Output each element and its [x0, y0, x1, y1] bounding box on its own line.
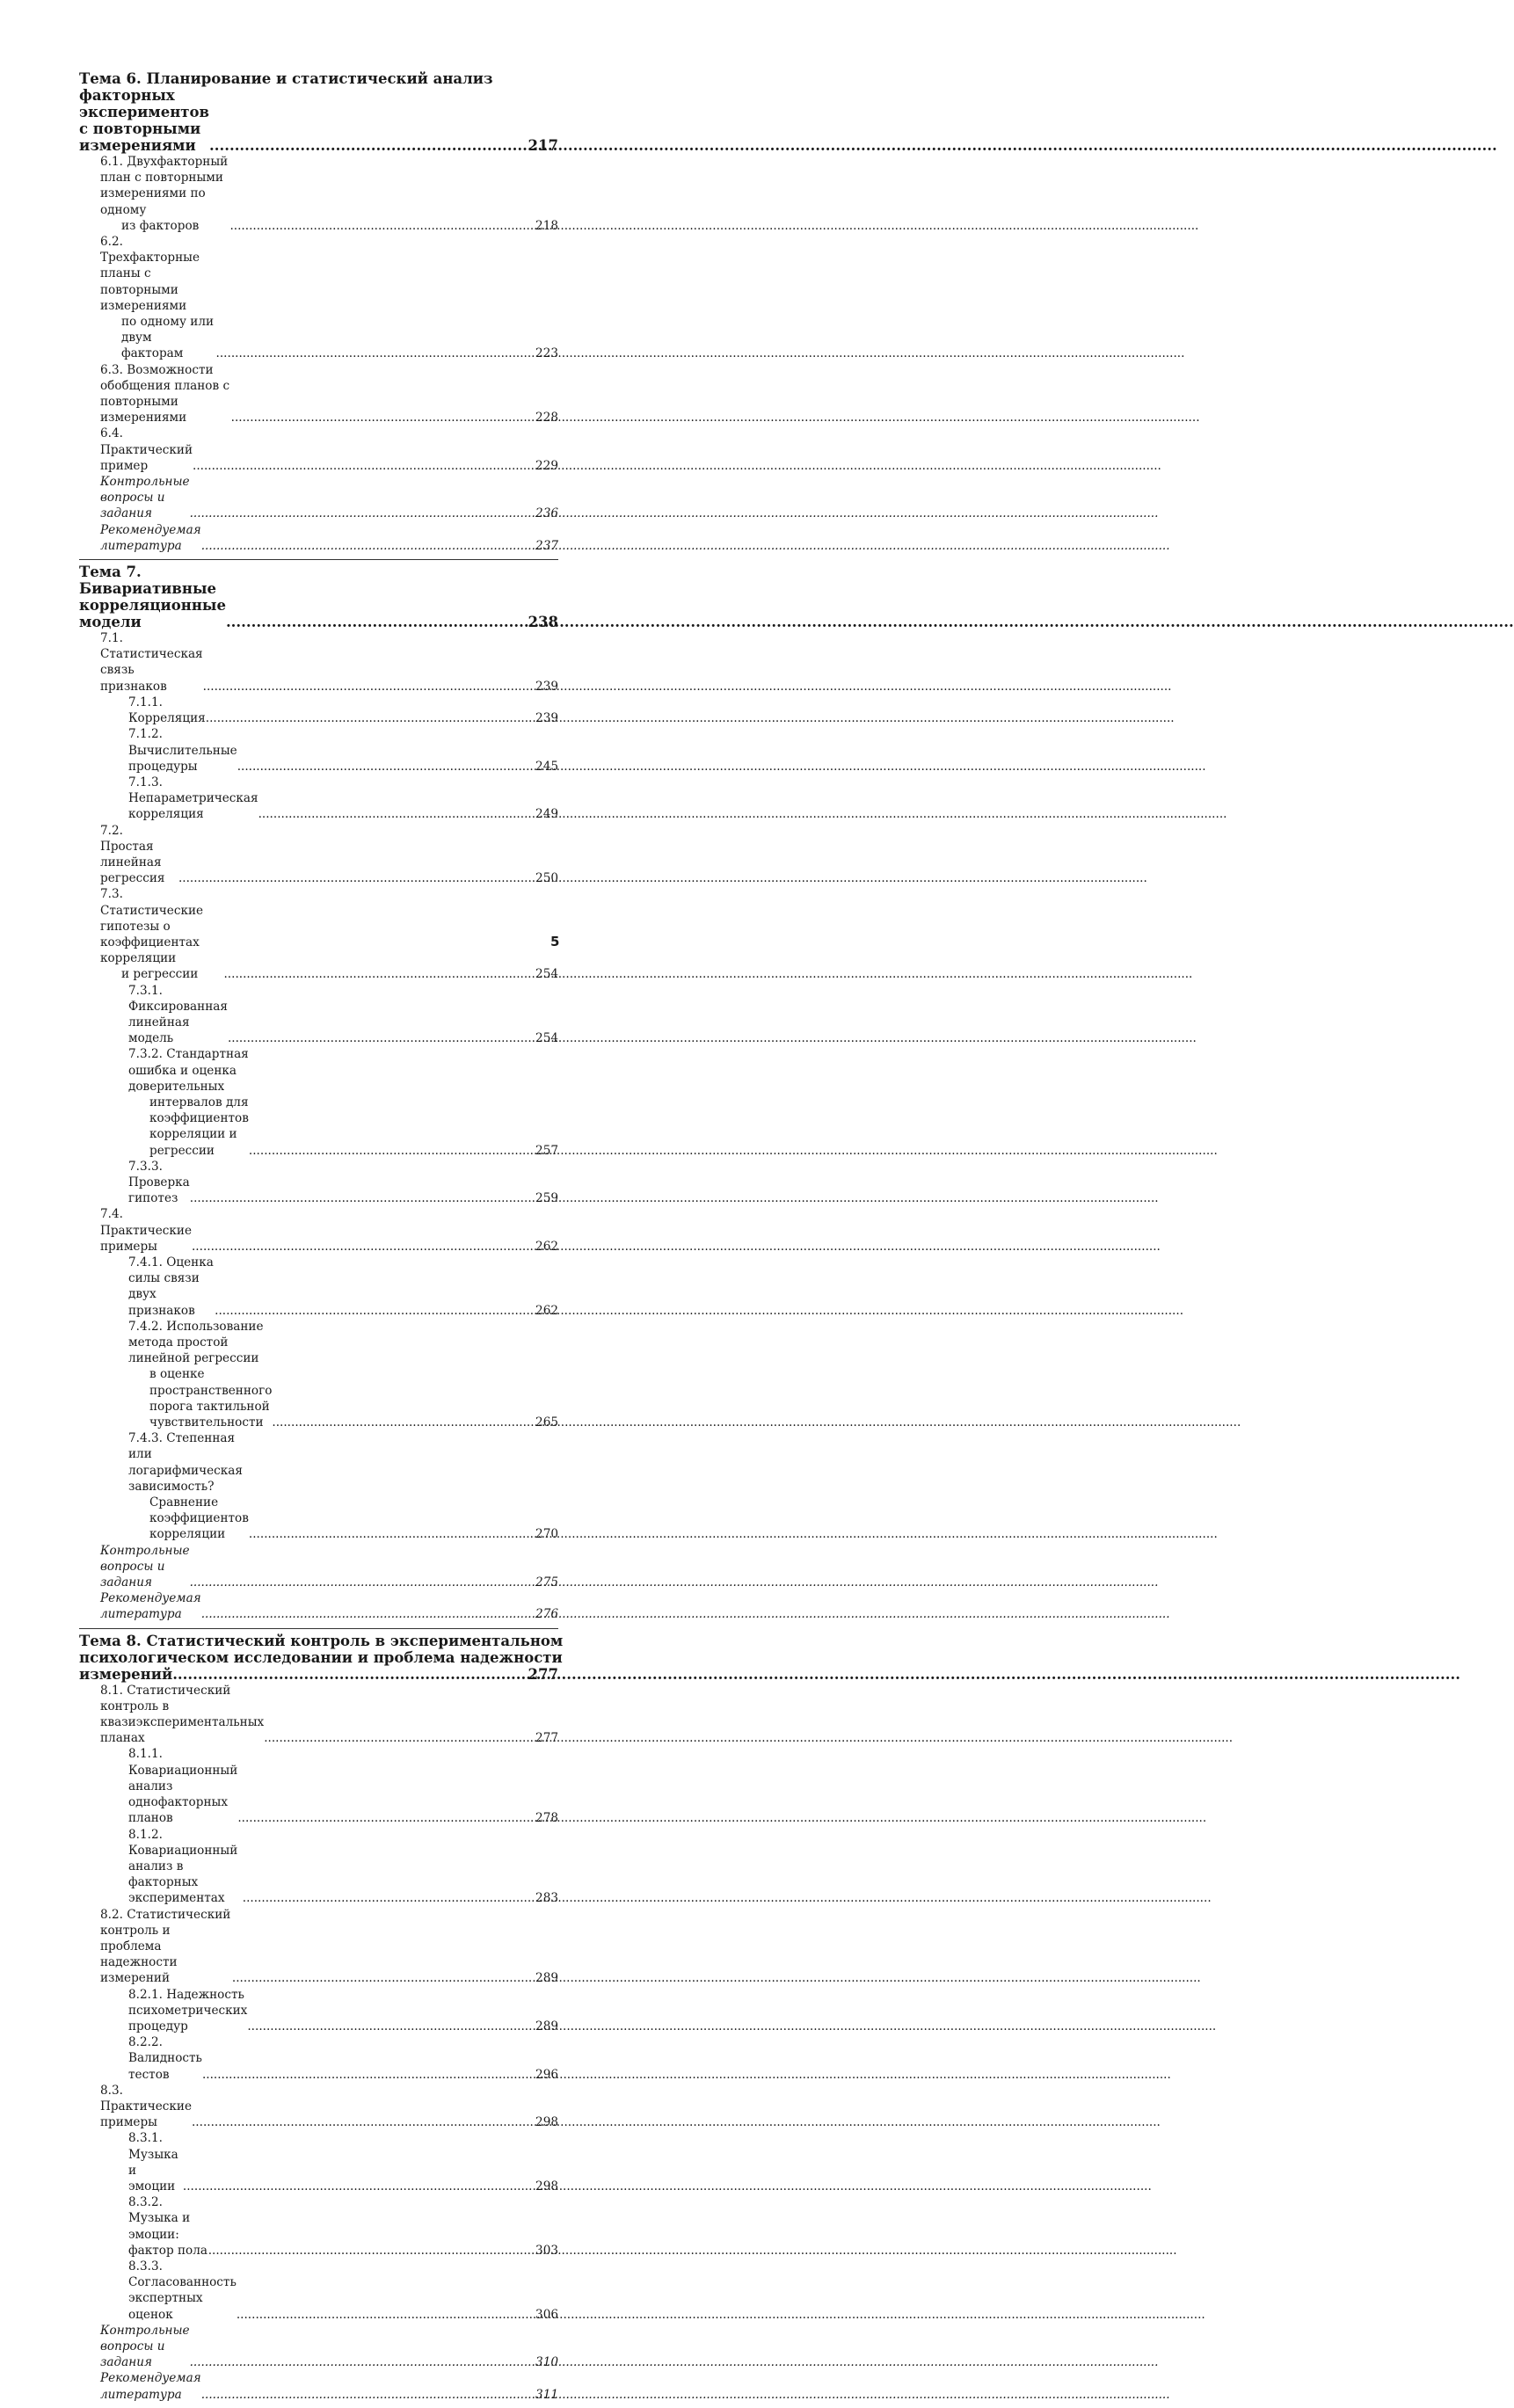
- toc-entry-row: [128, 1430, 558, 1542]
- entry-title-line: 7.4.1. Оценка силы связи двух признаков: [128, 1255, 214, 1318]
- entry-title: [100, 522, 201, 554]
- entry-title: [100, 823, 178, 887]
- entry-title: [128, 2194, 208, 2259]
- page-reference: 239: [535, 711, 558, 726]
- toc-entry: [79, 2083, 558, 2131]
- dot-leader: [178, 870, 534, 886]
- toc-entry: [79, 1987, 558, 2035]
- dot-leader: [201, 538, 534, 554]
- dot-leader: [247, 2019, 534, 2034]
- entry-title-line: 6.3. Возможности обобщения планов с повторными измерениями: [100, 362, 230, 426]
- dot-leader: [215, 1303, 534, 1319]
- toc-entry-row: [100, 1206, 558, 1255]
- toc-entry-row: [100, 2370, 558, 2402]
- toc-entry: [79, 522, 558, 554]
- page-reference: 310: [535, 2355, 558, 2370]
- entry-title-line: 8.3.2. Музыка и эмоции: фактор пола: [128, 2195, 207, 2258]
- entry-title: [128, 2259, 237, 2323]
- page-reference: 239: [535, 679, 558, 694]
- dot-leader: [232, 1970, 534, 1986]
- entry-title-line: Рекомендуемая литература: [100, 1591, 201, 1622]
- dot-leader: [264, 1730, 534, 1746]
- entry-title-line: 8.3. Практические примеры: [100, 2083, 192, 2130]
- topic-title-line: психологическом исследовании и проблема надежности: [79, 1648, 563, 1666]
- toc-entry-row: [128, 1319, 558, 1430]
- topic-title-last-line: [79, 1666, 172, 1683]
- page-reference: 236: [535, 506, 558, 521]
- page-reference: 245: [535, 759, 558, 774]
- dot-leader: [201, 2387, 534, 2403]
- entry-title: [100, 2370, 201, 2402]
- entry-title-line: 7.3.3. Проверка гипотез: [128, 1159, 190, 1206]
- toc-entry-row: [128, 726, 558, 775]
- topic-title-last-line: [79, 564, 226, 630]
- entry-title-line: из факторов: [121, 218, 200, 233]
- topic-title-line: Тема 6. Планирование и статистический анализ: [79, 70, 493, 87]
- entry-title: [128, 983, 228, 1047]
- page-reference: 298: [535, 2179, 558, 2193]
- toc-entry: [79, 234, 558, 362]
- toc-entry-row: [128, 1987, 558, 2035]
- toc-entry: [79, 474, 558, 522]
- page-reference: 265: [535, 1415, 558, 1430]
- entry-title-line: Контрольные вопросы и задания: [100, 475, 190, 521]
- toc-entry-row: [128, 983, 558, 1047]
- entry-title-line: 7.4. Практические примеры: [100, 1207, 192, 1254]
- entry-title: [128, 2034, 202, 2083]
- page-reference: 217: [528, 137, 558, 154]
- toc-entry: [79, 983, 558, 1047]
- toc-entry-row: [100, 886, 558, 982]
- entry-title: [100, 630, 203, 695]
- toc-entry-row: [128, 775, 558, 823]
- entry-title-line: 7.2. Простая линейная регрессия: [100, 823, 165, 886]
- toc-entry-row: [128, 1746, 558, 1826]
- entry-title: [128, 1746, 237, 1826]
- topic-title-row: [79, 1666, 558, 1683]
- topic-title-last-line: [79, 87, 209, 154]
- entry-title-line: Рекомендуемая литература: [100, 2371, 201, 2402]
- topic-title-row: [79, 87, 558, 154]
- dot-leader: [183, 2179, 534, 2194]
- entry-title: [100, 2323, 190, 2371]
- topic-heading: [79, 564, 558, 630]
- entry-title-line: Контрольные вопросы и задания: [100, 1543, 190, 1590]
- toc-entry: [79, 154, 558, 234]
- toc-entry-row: [128, 2194, 558, 2259]
- toc-entry-row: [128, 2130, 558, 2194]
- toc-entry: [79, 1046, 558, 1158]
- entry-title: [128, 1827, 243, 1907]
- page-reference: 303: [535, 2243, 558, 2258]
- page-reference: 262: [535, 1303, 558, 1318]
- topic-heading: [79, 70, 558, 154]
- dot-leader: [192, 2114, 534, 2130]
- entry-title: [100, 474, 190, 522]
- dot-leader: [231, 410, 534, 426]
- dot-leader: [249, 1143, 534, 1159]
- entry-title: [128, 1255, 215, 1319]
- toc-entry-row: [128, 2034, 558, 2083]
- page-reference: 250: [535, 871, 558, 886]
- dot-leader: [229, 218, 534, 234]
- toc-entry: [79, 1159, 558, 1207]
- entry-title: [128, 1159, 190, 1207]
- dot-leader: [237, 2307, 534, 2323]
- entry-title: [100, 1683, 264, 1747]
- page-reference: 254: [535, 1031, 558, 1046]
- page-reference: 298: [535, 2115, 558, 2130]
- entry-title-line: 8.3.3. Согласованность экспертных оценок: [128, 2259, 237, 2322]
- page-reference: 229: [535, 458, 558, 473]
- entry-title-line: факторных экспериментов с повторными измерениями: [79, 87, 209, 154]
- dot-leader: [272, 1415, 534, 1430]
- entry-title: [100, 1206, 192, 1255]
- toc-entry: [79, 630, 558, 695]
- entry-title-line: 7.3. Статистические гипотезы о коэффициентах корреляции: [100, 887, 204, 966]
- toc-entry: [79, 1746, 558, 1826]
- entry-title: [128, 1046, 249, 1158]
- entry-title-line: интервалов для коэффициентов корреляции и регрессии: [149, 1095, 249, 1158]
- entry-title: [128, 2130, 183, 2194]
- toc-entry-row: [100, 1683, 558, 1747]
- entry-title-line: 7.1.2. Вычислительные процедуры: [128, 727, 237, 774]
- dot-leader: [193, 458, 534, 474]
- entry-title-line: чувствительности: [149, 1415, 264, 1430]
- topic-section: [79, 70, 558, 554]
- topic-section: [79, 1628, 564, 2403]
- entry-title-line: 8.2.1. Надежность психометрических процедур: [128, 1987, 248, 2033]
- entry-title: [100, 1590, 201, 1622]
- toc-entry-row: [100, 823, 558, 887]
- entry-title-line: Тема 7. Бивариативные корреляционные модели: [79, 564, 226, 631]
- entry-title-line: в оценке пространственного порога тактильной: [149, 1367, 273, 1414]
- toc-entry-row: [128, 1159, 558, 1207]
- entry-title-line: измерений: [79, 1665, 173, 1683]
- toc-entry-row: [100, 1543, 558, 1591]
- dot-leader: [190, 1575, 534, 1590]
- toc-entry-row: [128, 695, 558, 726]
- toc-entry: [79, 726, 558, 775]
- entry-title-line: 8.2.2. Валидность тестов: [128, 2035, 202, 2082]
- entry-title: [100, 234, 216, 362]
- entry-title-line: 7.1.3. Непараметрическая корреляция: [128, 775, 258, 822]
- toc-entry-row: [100, 1590, 558, 1622]
- dot-leader: [223, 966, 534, 982]
- entry-title: [100, 886, 223, 982]
- entry-title: [100, 426, 193, 474]
- entry-title-line: 8.3.1. Музыка и эмоции: [128, 2131, 178, 2193]
- page-reference: 259: [535, 1191, 558, 1206]
- entry-title-line: по одному или двум факторам: [121, 315, 215, 361]
- toc-entry-row: [100, 362, 558, 426]
- dot-leader: [172, 1666, 526, 1683]
- dot-leader: [237, 1810, 534, 1826]
- dot-leader: [249, 1526, 534, 1542]
- entry-title-line: Рекомендуемая литература: [100, 522, 201, 553]
- entry-title: [100, 154, 229, 234]
- toc-entry: [79, 775, 558, 823]
- toc-entry: [79, 1206, 558, 1255]
- dot-leader: [258, 806, 534, 822]
- toc-entry: [79, 362, 558, 426]
- page-reference: 270: [535, 1527, 558, 1542]
- dot-leader: [208, 2243, 534, 2259]
- page-reference: 289: [535, 1971, 558, 1986]
- page-reference: 257: [535, 1143, 558, 1158]
- entry-title-line: 7.4.2. Использование метода простой линейной регрессии: [128, 1319, 264, 1366]
- entry-title-line: 8.1. Статистический контроль в квазиэкспериментальных планах: [100, 1683, 265, 1746]
- entry-title-line: 7.3.1. Фиксированная линейная модель: [128, 983, 228, 1046]
- toc-entry-row: [100, 426, 558, 474]
- page-reference: 237: [535, 538, 558, 553]
- dot-leader: [190, 1190, 534, 1206]
- dot-leader: [202, 2067, 534, 2083]
- page-reference: 249: [535, 807, 558, 822]
- topic-title-row: [79, 564, 558, 630]
- page-reference: 296: [535, 2067, 558, 2082]
- toc-entry: [79, 2130, 558, 2194]
- page-reference: 218: [535, 218, 558, 233]
- toc-entry-row: [128, 1827, 558, 1907]
- entry-title-line: Контрольные вопросы и задания: [100, 2323, 190, 2370]
- toc-entry: [79, 1590, 558, 1622]
- dot-leader: [192, 1239, 534, 1255]
- toc-entry: [79, 1683, 558, 1747]
- toc-entry: [79, 695, 558, 726]
- topic-section: [79, 559, 558, 1623]
- page-reference: 277: [535, 1731, 558, 1746]
- topic-title-line: Тема 8. Статистический контроль в экспериментальном: [79, 1632, 564, 1649]
- toc-entry-row: [128, 1255, 558, 1319]
- toc-entry: [79, 2034, 558, 2083]
- toc-entry-row: [100, 522, 558, 554]
- toc-entry: [79, 1827, 558, 1907]
- page-reference: 277: [528, 1665, 558, 1683]
- toc-entry: [79, 2370, 558, 2402]
- toc-entry-row: [100, 1907, 558, 1987]
- topic-heading: [79, 1632, 564, 1683]
- toc-entry-row: [100, 234, 558, 362]
- entry-title: [128, 1987, 247, 2035]
- toc-entry: [79, 823, 558, 887]
- entry-title-line: 6.4. Практический пример: [100, 426, 193, 473]
- toc-entry: [79, 426, 558, 474]
- toc-entry-row: [100, 474, 558, 522]
- entry-title-line: 7.1. Статистическая связь признаков: [100, 631, 203, 694]
- entry-title-line: и регрессии: [121, 967, 199, 982]
- toc-entry: [79, 1430, 558, 1542]
- dot-leader: [243, 1890, 534, 1906]
- entry-title-line: 7.1.1. Корреляция: [128, 695, 206, 726]
- toc-entry-row: [100, 2323, 558, 2371]
- page-reference: 254: [535, 967, 558, 982]
- toc-entry-row: [128, 2259, 558, 2323]
- page-reference: 228: [535, 411, 558, 426]
- dot-leader: [237, 759, 534, 775]
- entry-title: [100, 1907, 232, 1987]
- toc-entry-row: [128, 1046, 558, 1158]
- entry-title: [100, 2083, 192, 2131]
- page-reference: 278: [535, 1811, 558, 1826]
- page-reference: 276: [535, 1607, 558, 1622]
- entry-title-line: 6.1. Двухфакторный план с повторными измерениями по одному: [100, 155, 229, 217]
- entry-title: [128, 726, 237, 775]
- toc-entry: [79, 1543, 558, 1591]
- toc-entry: [79, 886, 558, 982]
- entry-title-line: 8.2. Статистический контроль и проблема надежности измерений: [100, 1907, 231, 1986]
- toc-entry: [79, 1255, 558, 1319]
- dot-leader: [201, 1606, 534, 1622]
- toc-entry: [79, 2259, 558, 2323]
- entry-title: [100, 362, 231, 426]
- entry-title-line: 6.2. Трехфакторные планы с повторными измерениями: [100, 235, 200, 313]
- toc-entry: [79, 1907, 558, 1987]
- dot-leader: [206, 710, 534, 726]
- page-reference: 289: [535, 2019, 558, 2033]
- entry-title: [100, 1543, 190, 1591]
- dot-leader: [209, 137, 527, 154]
- entry-title-line: 7.3.2. Стандартная ошибка и оценка доверительных: [128, 1047, 249, 1094]
- page-reference: 275: [535, 1575, 558, 1590]
- page-reference: 238: [528, 614, 558, 631]
- entry-title-line: 8.1.2. Ковариационный анализ в факторных экспериментах: [128, 1827, 238, 1906]
- entry-title: [128, 695, 206, 726]
- page-reference: 306: [535, 2307, 558, 2322]
- dot-leader: [190, 506, 534, 521]
- entry-title: [128, 1430, 249, 1542]
- toc-entry: [79, 2194, 558, 2259]
- page-number: 5: [550, 934, 560, 949]
- entry-title: [128, 775, 258, 823]
- dot-leader: [203, 679, 534, 695]
- dot-leader: [190, 2354, 534, 2370]
- dot-leader: [216, 346, 535, 361]
- toc-entry-row: [100, 154, 558, 234]
- page-reference: 262: [535, 1239, 558, 1254]
- entry-title-line: Сравнение коэффициентов корреляции: [149, 1495, 249, 1542]
- entry-title-line: 8.1.1. Ковариационный анализ однофакторных планов: [128, 1747, 238, 1826]
- entry-title-line: 7.4.3. Степенная или логарифмическая зависимость?: [128, 1431, 243, 1494]
- toc-entry-row: [100, 630, 558, 695]
- table-of-contents: [79, 70, 564, 2408]
- page-reference: 223: [535, 346, 558, 361]
- page-reference: 311: [535, 2387, 558, 2402]
- toc-entry: [79, 2323, 558, 2371]
- dot-leader: [226, 614, 527, 630]
- page-reference: 283: [535, 1891, 558, 1906]
- entry-title: [128, 1319, 272, 1430]
- toc-entry: [79, 1319, 558, 1430]
- toc-entry-row: [100, 2083, 558, 2131]
- dot-leader: [228, 1030, 534, 1046]
